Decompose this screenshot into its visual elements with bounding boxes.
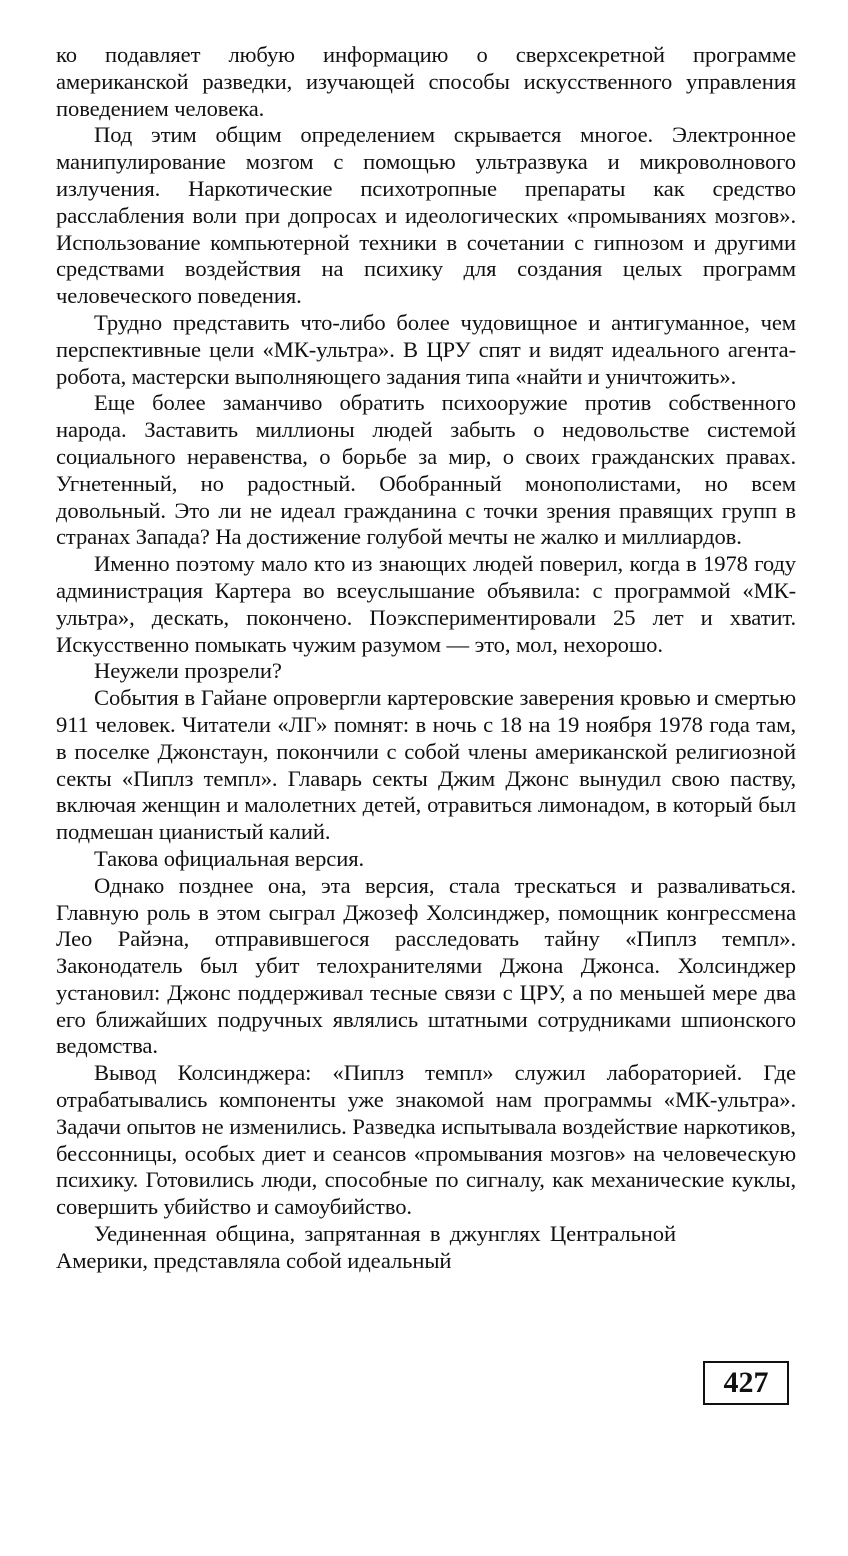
paragraph: Однако позднее она, эта версия, стала трескаться и разваливаться. Главную роль в этом сыграл Джозеф Холсинджер, помощник конгрессмена Лео Райэна, отправившегося расследовать тайну «Пиплз темпл». Законодатель был убит телохранителями Джона Джонса. Холсинджер установил: Джонс поддерживал тесные связи с ЦРУ, а по меньшей мере два его ближайших подручных являлись штатными сотрудниками шпионского ведомства.: [56, 872, 796, 1059]
paragraph: События в Гайане опровергли картеровские заверения кровью и смертью 911 человек. Читатели «ЛГ» помнят: в ночь с 18 на 19 ноября 1978 года там, в поселке Джонстаун, покончили с собой члены американской религиозной секты «Пиплз темпл». Главарь секты Джим Джонс вынудил свою паству, включая женщин и малолетних детей, отравиться лимонадом, в который был подмешан цианистый калий.: [56, 685, 796, 845]
paragraph: Вывод Колсинджера: «Пиплз темпл» служил лабораторией. Где отрабатывались компоненты уже знакомой нам программы «МК-ультра». Задачи опытов не изменились. Разведка испытывала воздействие наркотиков, бессонницы, особых диет и сеансов «промывания мозгов» на человеческую психику. Готовились люди, способные по сигналу, как механические куклы, совершить убийство и самоубийство.: [56, 1060, 796, 1220]
paragraph: Еще более заманчиво обратить психооружие против собственного народа. Заставить миллионы людей забыть о недовольстве системой социального неравенства, о борьбе за мир, о своих гражданских правах. Угнетенный, но радостный. Обобранный монополистами, но всем довольный. Это ли не идеал гражданина с точки зрения правящих групп в странах Запада? На достижение голубой мечты не жалко и миллиардов.: [56, 390, 796, 550]
page-number: 427: [703, 1361, 789, 1405]
paragraph: ко подавляет любую информацию о сверхсекретной программе американской разведки, изучающей способы искусственного управления поведением человека.: [56, 42, 796, 121]
paragraph: Под этим общим определением скрывается многое. Электронное манипулирование мозгом с помощью ультразвука и микроволнового излучения. Наркотические психотропные препараты как средство расслабления воли при допросах и идеологических «промываниях мозгов». Использование компьютерной техники в сочетании с гипнозом и другими средствами воздействия на психику для создания целых программ человеческого поведения.: [56, 122, 796, 309]
paragraph: Неужели прозрели?: [94, 658, 282, 684]
body-text: [56, 42, 796, 1275]
paragraph: Именно поэтому мало кто из знающих людей поверил, когда в 1978 году администрация Картера во всеуслышание объявила: с программой «МК-ультра», дескать, покончено. Поэкспериментировали 25 лет и хватит. Искусственно помыкать чужим разумом — это, мол, нехорошо.: [56, 551, 796, 657]
paragraph: Трудно представить что-либо более чудовищное и антигуманное, чем перспективные цели «МК-ультра». В ЦРУ спят и видят идеального агента-робота, мастерски выполняющего задания типа «найти и уничтожить».: [56, 309, 796, 389]
paragraph: Такова официальная версия.: [94, 845, 365, 871]
paragraph: Уединенная община, запрятанная в джунглях Центральной Америки, представляла собой идеальный: [56, 1221, 676, 1273]
